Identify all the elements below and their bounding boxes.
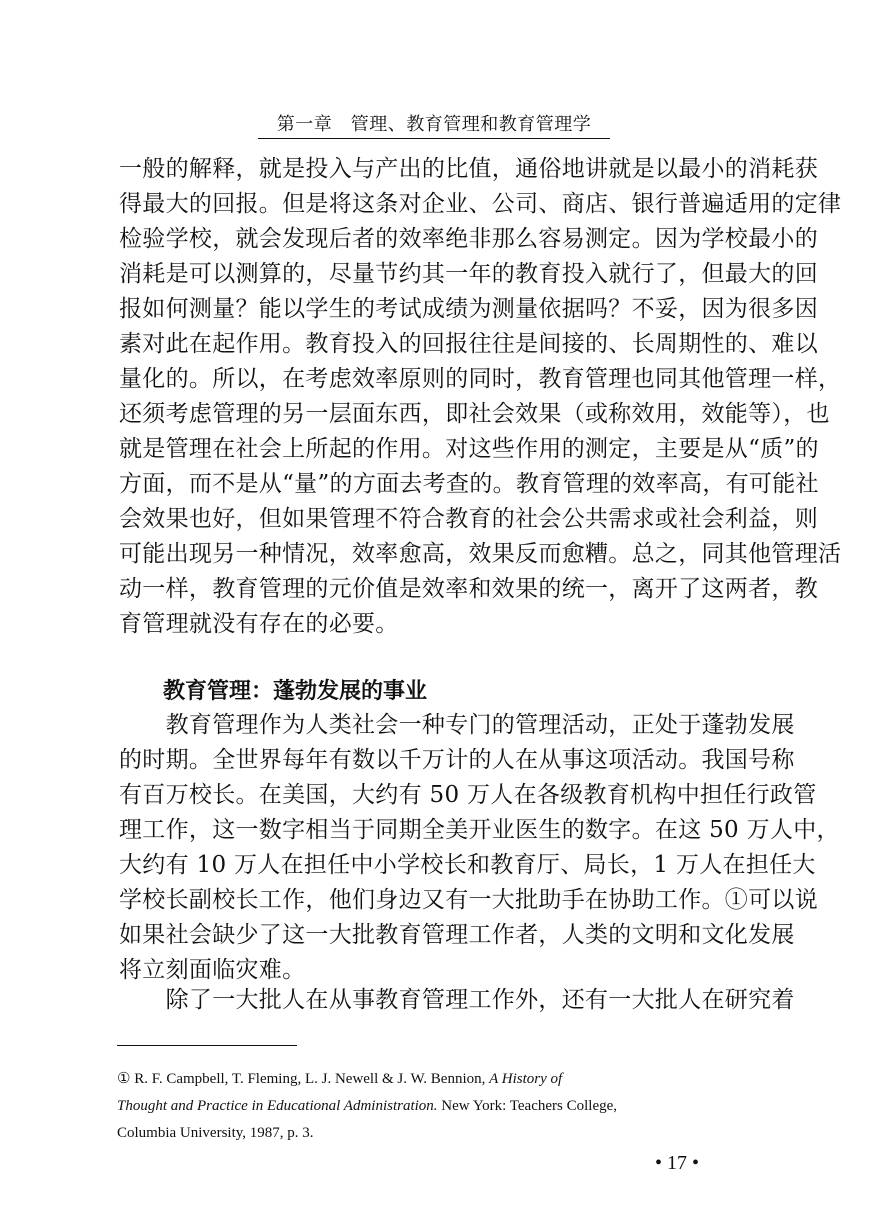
footnote-title-part-1: A History of — [489, 1071, 563, 1087]
text-line: 教育管理作为人类社会一种专门的管理活动，正处于蓬勃发展 — [119, 712, 795, 738]
text-line: 的时期。全世界每年有数以千万计的人在从事这项活动。我国号称 — [119, 747, 795, 773]
text-line: 就是管理在社会上所起的作用。对这些作用的测定，主要是从“质”的 — [119, 436, 819, 462]
footnote-line-3 — [117, 1120, 747, 1147]
text-line: 可能出现另一种情况，效率愈高，效果反而愈糟。总之，同其他管理活 — [119, 541, 842, 567]
footnote-marker: ① — [117, 1071, 131, 1087]
footnote-rule — [117, 1045, 297, 1046]
text-line: 将立刻面临灾难。 — [119, 957, 306, 983]
text-line: 一般的解释，就是投入与产出的比值，通俗地讲就是以最小的消耗获 — [119, 156, 818, 182]
text-line: 如果社会缺少了这一大批教育管理工作者，人类的文明和文化发展 — [119, 922, 795, 948]
page-number: • 17 • — [655, 1152, 700, 1174]
text-line: 有百万校长。在美国，大约有 50 万人在各级教育机构中担任行政管 — [119, 782, 817, 808]
running-head: 第一章 管理、教育管理和教育管理学 — [276, 114, 592, 135]
text-line: 量化的。所以，在考虑效率原则的同时，教育管理也同其他管理一样， — [119, 366, 842, 392]
text-line: 消耗是可以测算的，尽量节约其一年的教育投入就行了，但最大的回 — [119, 261, 818, 287]
text-line: 会效果也好，但如果管理不符合教育的社会公共需求或社会利益，则 — [119, 506, 818, 532]
text-line: 素对此在起作用。教育投入的回报往往是间接的、长周期性的、难以 — [119, 331, 818, 357]
footnote-publisher: New York: Teachers College, — [437, 1098, 618, 1114]
text-line: 方面，而不是从“量”的方面去考查的。教育管理的效率高，有可能社 — [119, 471, 819, 497]
footnote — [117, 1066, 747, 1147]
body-paragraph-1 — [119, 152, 842, 642]
text-line: 动一样，教育管理的元价值是效率和效果的统一，离开了这两者，教 — [119, 576, 818, 602]
footnote-title-part-2: Thought and Practice in Educational Administration. — [117, 1098, 438, 1114]
text-line: 理工作，这一数字相当于同期全美开业医生的数字。在这 50 万人中， — [119, 817, 840, 843]
section-heading: 教育管理：蓬勃发展的事业 — [163, 678, 428, 704]
text-line: 检验学校，就会发现后者的效率绝非那么容易测定。因为学校最小的 — [119, 226, 818, 252]
text-line: 还须考虑管理的另一层面东西，即社会效果（或称效用，效能等），也 — [119, 401, 830, 427]
header-rule — [258, 138, 610, 139]
text-line: 除了一大批人在从事教育管理工作外，还有一大批人在研究着 — [119, 987, 795, 1013]
text-line: 得最大的回报。但是将这条对企业、公司、商店、银行普遍适用的定律 — [119, 191, 842, 217]
footnote-line-2 — [117, 1093, 747, 1120]
text-line: 学校长副校长工作，他们身边又有一大批助手在协助工作。①可以说 — [119, 887, 818, 913]
footnote-authors: R. F. Campbell, T. Fleming, L. J. Newell & J. W. Bennion, — [130, 1071, 490, 1087]
footnote-line-1 — [117, 1066, 747, 1093]
footnote-publication: Columbia University, 1987, p. 3. — [117, 1125, 314, 1141]
text-line: 育管理就没有存在的必要。 — [119, 611, 399, 637]
text-line: 报如何测量？能以学生的考试成绩为测量依据吗？不妥，因为很多因 — [119, 296, 818, 322]
text-line: 大约有 10 万人在担任中小学校长和教育厅、局长，1 万人在担任大 — [119, 852, 816, 878]
body-paragraph-3 — [119, 983, 795, 1018]
body-paragraph-2 — [119, 708, 840, 988]
